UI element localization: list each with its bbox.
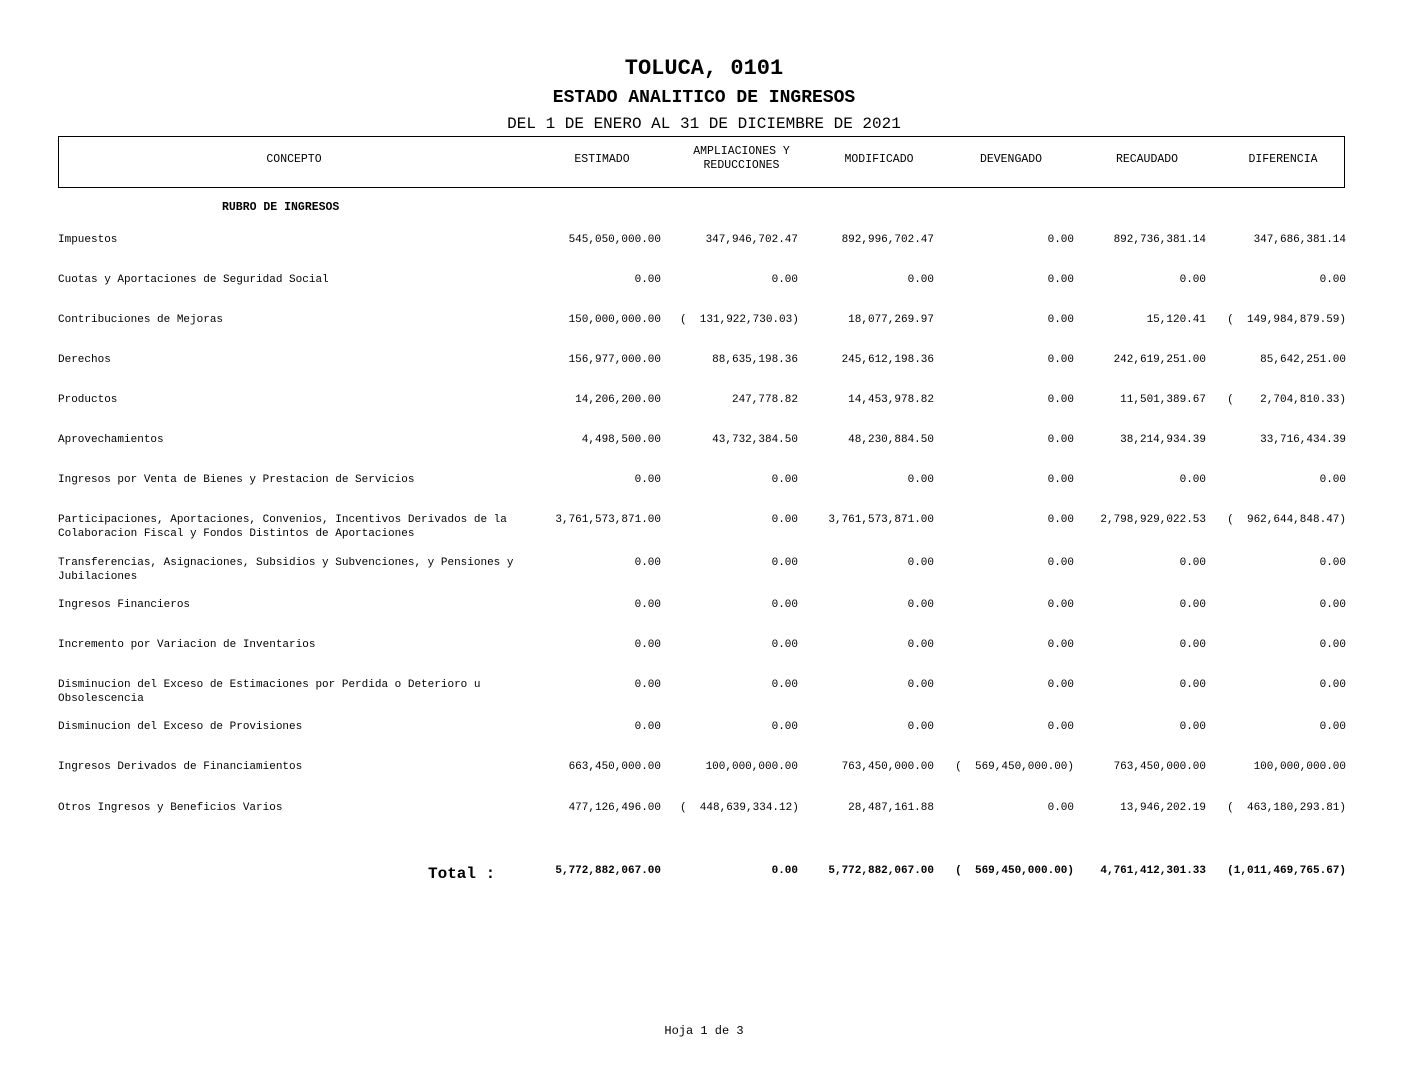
row-estimado: 545,050,000.00 (568, 234, 661, 246)
row-diferencia: ( 149,984,879.59) (1227, 314, 1346, 326)
row-estimado: 0.00 (634, 557, 661, 569)
row-estimado: 4,498,500.00 (581, 434, 661, 446)
row-recaudado: 0.00 (1179, 474, 1206, 486)
row-modificado: 0.00 (907, 599, 934, 611)
row-ampliaciones: 0.00 (771, 679, 798, 691)
row-devengado: 0.00 (1047, 802, 1074, 814)
row-concepto: Participaciones, Aportaciones, Convenios, Incentivos Derivados de la Colaboracion Fiscal y Fondos Distintos de Aportaciones (58, 514, 507, 540)
report-period: DEL 1 DE ENERO AL 31 DE DICIEMBRE DE 2021 (507, 115, 901, 133)
row-diferencia: 0.00 (1319, 639, 1346, 651)
row-estimado: 3,761,573,871.00 (555, 514, 661, 526)
row-ampliaciones: 0.00 (771, 721, 798, 733)
row-recaudado: 0.00 (1179, 721, 1206, 733)
total-devengado: ( 569,450,000.00) (955, 865, 1074, 877)
page-footer: Hoja 1 de 3 (664, 1024, 744, 1038)
table-header (58, 136, 1345, 188)
row-estimado: 156,977,000.00 (568, 354, 661, 366)
row-concepto: Ingresos Derivados de Financiamientos (58, 761, 303, 773)
row-devengado: 0.00 (1047, 557, 1074, 569)
row-modificado: 3,761,573,871.00 (828, 514, 934, 526)
row-diferencia: 347,686,381.14 (1253, 234, 1346, 246)
row-ampliaciones: 88,635,198.36 (712, 354, 798, 366)
row-modificado: 892,996,702.47 (841, 234, 934, 246)
row-estimado: 0.00 (634, 274, 661, 286)
row-modificado: 0.00 (907, 639, 934, 651)
row-recaudado: 242,619,251.00 (1113, 354, 1206, 366)
row-devengado: 0.00 (1047, 354, 1074, 366)
section-title: RUBRO DE INGRESOS (222, 201, 340, 214)
row-diferencia: 0.00 (1319, 557, 1346, 569)
row-concepto: Transferencias, Asignaciones, Subsidios y Subvenciones, y Pensiones y Jubilaciones (58, 557, 514, 583)
row-devengado: 0.00 (1047, 274, 1074, 286)
row-modificado: 0.00 (907, 474, 934, 486)
row-ampliaciones: 247,778.82 (731, 394, 798, 406)
total-label: Total : (428, 865, 496, 883)
row-devengado: 0.00 (1047, 394, 1074, 406)
row-modificado: 0.00 (907, 274, 934, 286)
row-diferencia: ( 2,704,810.33) (1227, 394, 1346, 406)
row-diferencia: 100,000,000.00 (1253, 761, 1346, 773)
row-ampliaciones: 0.00 (771, 274, 798, 286)
report-title: TOLUCA, 0101 (624, 56, 784, 81)
row-devengado: 0.00 (1047, 679, 1074, 691)
report-subtitle: ESTADO ANALITICO DE INGRESOS (552, 88, 856, 108)
column-header-devengado: DEVENGADO (979, 153, 1043, 166)
row-concepto: Ingresos por Venta de Bienes y Prestacion de Servicios (58, 474, 415, 486)
row-concepto: Contribuciones de Mejoras (58, 314, 224, 326)
row-ampliaciones: 0.00 (771, 557, 798, 569)
column-header-diferencia: DIFERENCIA (1248, 153, 1318, 166)
row-concepto: Derechos (58, 354, 111, 366)
row-ampliaciones: ( 131,922,730.03) (680, 314, 799, 326)
total-diferencia: (1,011,469,765.67) (1227, 865, 1346, 877)
row-concepto: Impuestos (58, 234, 118, 246)
row-concepto: Productos (58, 394, 118, 406)
row-estimado: 0.00 (634, 721, 661, 733)
column-header-estimado: ESTIMADO (574, 153, 630, 166)
row-estimado: 0.00 (634, 639, 661, 651)
row-devengado: 0.00 (1047, 314, 1074, 326)
row-devengado: 0.00 (1047, 599, 1074, 611)
row-devengado: 0.00 (1047, 434, 1074, 446)
row-ampliaciones: 0.00 (771, 599, 798, 611)
row-diferencia: ( 962,644,848.47) (1227, 514, 1346, 526)
row-modificado: 48,230,884.50 (848, 434, 934, 446)
row-modificado: 0.00 (907, 721, 934, 733)
row-devengado: 0.00 (1047, 234, 1074, 246)
row-concepto: Disminucion del Exceso de Provisiones (58, 721, 303, 733)
row-recaudado: 0.00 (1179, 639, 1206, 651)
row-recaudado: 38,214,934.39 (1120, 434, 1206, 446)
row-estimado: 0.00 (634, 599, 661, 611)
row-recaudado: 0.00 (1179, 274, 1206, 286)
total-ampliaciones: 0.00 (771, 865, 798, 877)
row-estimado: 0.00 (634, 474, 661, 486)
row-concepto: Disminucion del Exceso de Estimaciones por Perdida o Deterioro u Obsolescencia (58, 679, 481, 705)
row-recaudado: 763,450,000.00 (1113, 761, 1206, 773)
total-estimado: 5,772,882,067.00 (555, 865, 661, 877)
total-recaudado: 4,761,412,301.33 (1100, 865, 1206, 877)
row-modificado: 18,077,269.97 (848, 314, 934, 326)
row-ampliaciones: 100,000,000.00 (705, 761, 798, 773)
row-ampliaciones: 347,946,702.47 (705, 234, 798, 246)
row-diferencia: 0.00 (1319, 599, 1346, 611)
row-recaudado: 2,798,929,022.53 (1100, 514, 1206, 526)
row-modificado: 28,487,161.88 (848, 802, 934, 814)
row-ampliaciones: 0.00 (771, 474, 798, 486)
row-concepto: Cuotas y Aportaciones de Seguridad Social (58, 274, 329, 286)
row-estimado: 14,206,200.00 (575, 394, 661, 406)
row-diferencia: 0.00 (1319, 474, 1346, 486)
row-estimado: 0.00 (634, 679, 661, 691)
column-header-recaudado: RECAUDADO (1115, 153, 1179, 166)
row-modificado: 0.00 (907, 679, 934, 691)
column-header-modificado: MODIFICADO (844, 153, 914, 166)
row-diferencia: 0.00 (1319, 274, 1346, 286)
row-concepto: Ingresos Financieros (58, 599, 191, 611)
row-concepto: Incremento por Variacion de Inventarios (58, 639, 316, 651)
row-recaudado: 0.00 (1179, 679, 1206, 691)
row-modificado: 245,612,198.36 (841, 354, 934, 366)
row-ampliaciones: ( 448,639,334.12) (680, 802, 799, 814)
row-concepto: Otros Ingresos y Beneficios Varios (58, 802, 283, 814)
row-recaudado: 15,120.41 (1146, 314, 1206, 326)
row-devengado: 0.00 (1047, 639, 1074, 651)
row-estimado: 663,450,000.00 (568, 761, 661, 773)
column-header-ampliaciones (674, 145, 809, 173)
column-header-ampliaciones-line1: AMPLIACIONES Y (693, 145, 790, 158)
row-concepto: Aprovechamientos (58, 434, 164, 446)
row-recaudado: 892,736,381.14 (1113, 234, 1206, 246)
row-modificado: 0.00 (907, 557, 934, 569)
row-ampliaciones: 0.00 (771, 514, 798, 526)
row-devengado: ( 569,450,000.00) (955, 761, 1074, 773)
row-ampliaciones: 43,732,384.50 (712, 434, 798, 446)
column-header-concepto: CONCEPTO (266, 153, 322, 166)
row-recaudado: 0.00 (1179, 557, 1206, 569)
total-modificado: 5,772,882,067.00 (828, 865, 934, 877)
row-devengado: 0.00 (1047, 721, 1074, 733)
row-modificado: 763,450,000.00 (841, 761, 934, 773)
row-diferencia: 0.00 (1319, 721, 1346, 733)
row-devengado: 0.00 (1047, 514, 1074, 526)
row-diferencia: 85,642,251.00 (1260, 354, 1346, 366)
row-ampliaciones: 0.00 (771, 639, 798, 651)
row-devengado: 0.00 (1047, 474, 1074, 486)
row-recaudado: 11,501,389.67 (1120, 394, 1206, 406)
row-diferencia: 33,716,434.39 (1260, 434, 1346, 446)
row-recaudado: 13,946,202.19 (1120, 802, 1206, 814)
row-diferencia: 0.00 (1319, 679, 1346, 691)
row-estimado: 150,000,000.00 (568, 314, 661, 326)
column-header-ampliaciones-line2: REDUCCIONES (703, 159, 780, 172)
row-modificado: 14,453,978.82 (848, 394, 934, 406)
row-estimado: 477,126,496.00 (568, 802, 661, 814)
row-recaudado: 0.00 (1179, 599, 1206, 611)
row-diferencia: ( 463,180,293.81) (1227, 802, 1346, 814)
